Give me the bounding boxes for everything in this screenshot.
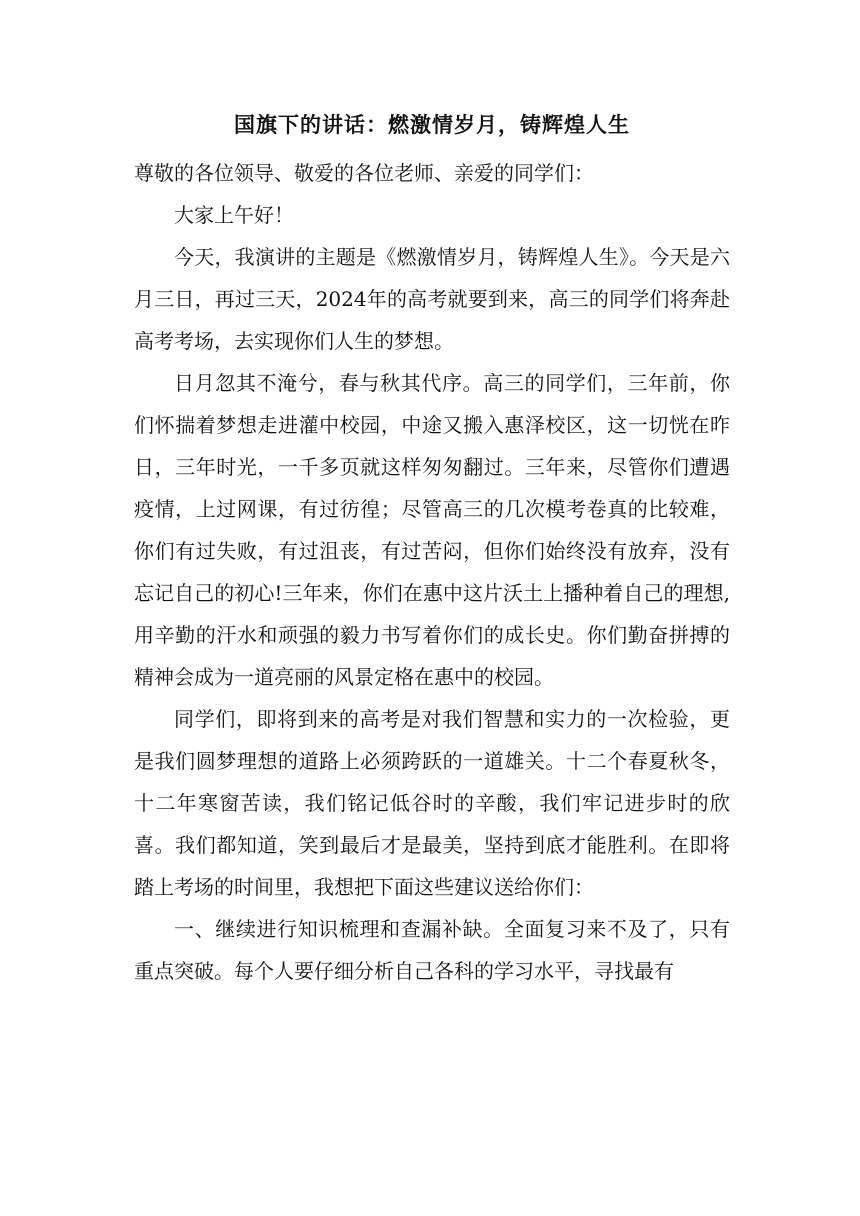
document-body bbox=[134, 152, 730, 992]
paragraph-greeting: 大家上午好！ bbox=[174, 203, 294, 227]
paragraph-theme: 今天，我演讲的主题是《燃激情岁月，铸辉煌人生》。今天是六月三日，再过三天，2024年的高考就要到来，高三的同学们将奔赴高考考场，去实现你们人生的梦想。 bbox=[134, 245, 730, 353]
paragraph-advice-1: 一、继续进行知识梳理和查漏补缺。全面复习来不及了，只有重点突破。每个人要仔细分析自己各科的学习水平，寻找最有 bbox=[134, 917, 730, 983]
paragraph-exam: 同学们，即将到来的高考是对我们智慧和实力的一次检验，更是我们圆梦理想的道路上必须跨跃的一道雄关。十二个春夏秋冬，十二年寒窗苦读，我们铭记低谷时的辛酸，我们牢记进步时的欣喜。我们都知道，笑到最后才是最美，坚持到底才能胜利。在即将踏上考场的时间里，我想把下面这些建议送给你们： bbox=[134, 707, 730, 899]
salutation: 尊敬的各位领导、敬爱的各位老师、亲爱的同学们： bbox=[134, 161, 594, 185]
paragraph-three-years: 日月忽其不淹兮，春与秋其代序。高三的同学们，三年前，你们怀揣着梦想走进灌中校园，中途又搬入惠泽校区，这一切恍在昨日，三年时光，一千多页就这样匆匆翻过。三年来，尽管你们遭遇疫情，上过网课，有过彷徨；尽管高三的几次模考卷真的比较难，你们有过失败，有过沮丧，有过苦闷，但你们始终没有放弃，没有忘记自己的初心!三年来，你们在惠中这片沃土上播种着自己的理想,用辛勤的汗水和顽强的毅力书写着你们的成长史。你们勤奋拼搏的精神会成为一道亮丽的风景定格在惠中的校园。 bbox=[134, 371, 730, 689]
document-title: 国旗下的讲话：燃激情岁月，铸辉煌人生 bbox=[234, 113, 630, 137]
